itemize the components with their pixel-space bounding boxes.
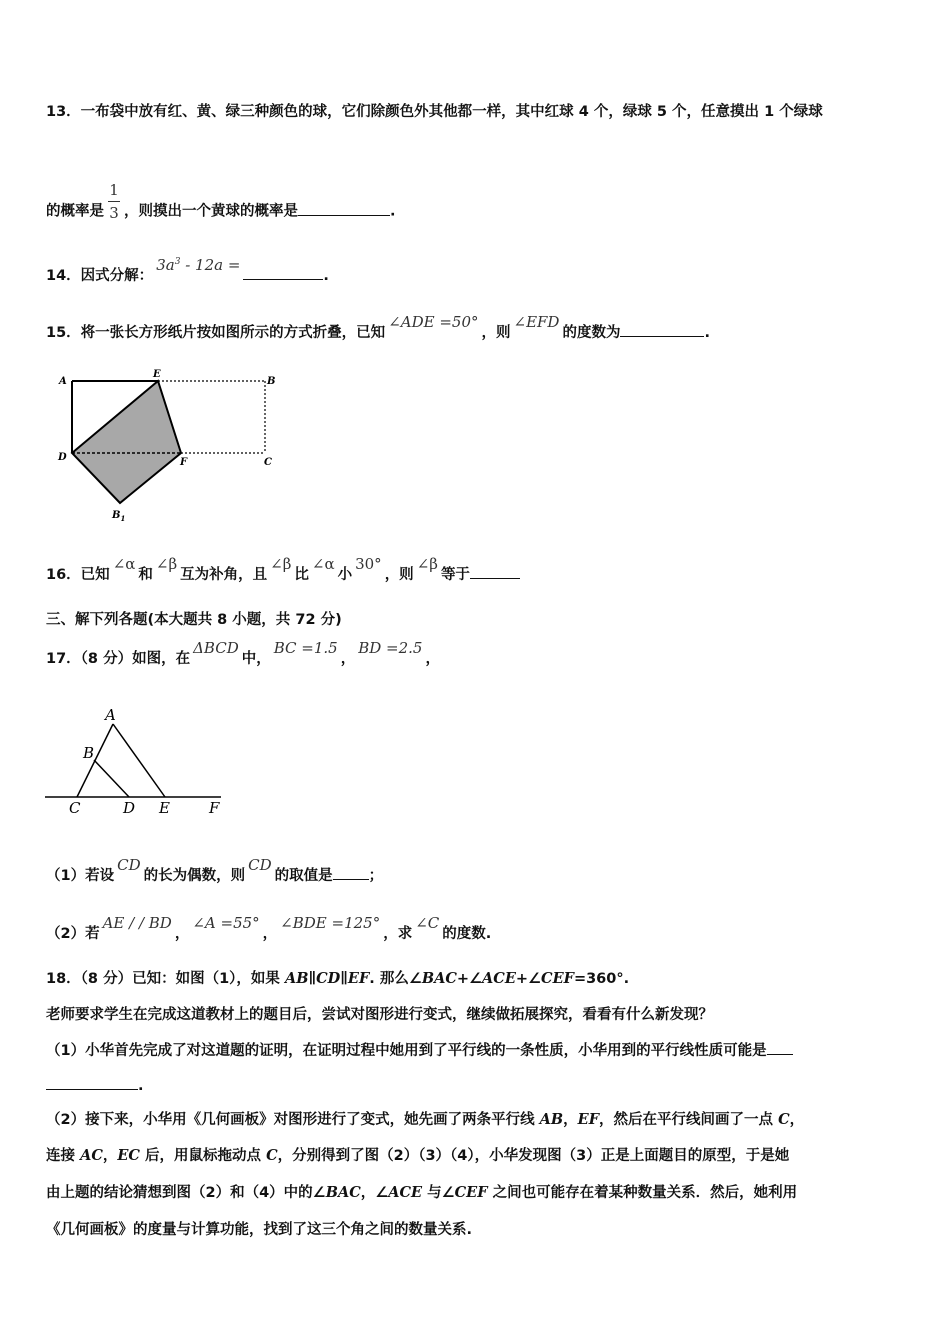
q14-line xyxy=(46,256,329,286)
q16-ze: ，则 xyxy=(384,567,414,583)
q17-p2-angle-c: ∠C xyxy=(415,914,440,932)
q18-line6: 连接 AC，EC 后，用鼠标拖动点 C，分别得到了图（2）（3）（4），小华发现图（3）正是上面题目的原型，于是她 xyxy=(46,1147,790,1164)
q17-label-D: D xyxy=(123,799,136,817)
q18-p1-blank-a[interactable] xyxy=(767,1040,793,1055)
q15-end: . xyxy=(704,325,710,341)
q13-suffix: ，则摸出一个黄球的概率是 xyxy=(124,203,298,220)
q17-label-E: E xyxy=(159,799,170,817)
q14-label: 14．因式分解： xyxy=(46,268,154,284)
q17-bd: BD =2.5 xyxy=(358,639,423,657)
q16-degree: 30° xyxy=(355,555,382,573)
q13-prefix: 的概率是 xyxy=(46,203,104,220)
q17-bc: BC =1.5 xyxy=(273,639,338,657)
q15-label-F: F xyxy=(180,457,188,468)
q17-part2 xyxy=(46,914,492,944)
q17-p2-c2: ， xyxy=(262,926,278,942)
q16-label: 16．已知 xyxy=(46,567,110,583)
q16-alpha-1: ∠α xyxy=(112,555,136,573)
q17-figure xyxy=(45,700,235,820)
q16-alpha-2: ∠α xyxy=(311,555,335,573)
q17-p2-angle-a: ∠A =55° xyxy=(192,914,260,932)
q18-line3: （1）小华首先完成了对这道题的证明，在证明过程中她用到了平行线的一条性质，小华用到的平行线性质可能是 xyxy=(46,1040,793,1061)
q15-label-C: C xyxy=(264,457,272,468)
q14-expression: $3a^3 - 12a$ = xyxy=(156,256,241,274)
q13-end: . xyxy=(390,203,396,220)
q15-suffix: 的度数为 xyxy=(562,325,621,341)
q18-line1: 18．（8 分）已知：如图（1），如果 AB∥CD∥EF. 那么∠BAC+∠ACE+∠CEF=360°. xyxy=(46,970,630,987)
q16-answer-blank[interactable] xyxy=(470,564,520,579)
q17-p1-answer-blank[interactable] xyxy=(333,865,369,880)
q13-line2 xyxy=(46,181,396,233)
q17-p1-label: （1）若设 xyxy=(46,868,115,884)
q15-label-E: E xyxy=(153,369,161,380)
q17-comma2: ， xyxy=(425,651,440,667)
q13-frac-den: 3 xyxy=(109,204,119,222)
q16-beta-1: ∠β xyxy=(155,555,178,573)
q18-line5: （2）接下来，小华用《几何画板》对图形进行了变式，她先画了两条平行线 AB，EF，然后在平行线间画了一点 C， xyxy=(46,1111,805,1128)
q15-target-angle: ∠EFD xyxy=(513,313,560,331)
q16-xiao: 小 xyxy=(337,567,353,583)
q15-label-A: A xyxy=(59,376,67,387)
q16-and: 和 xyxy=(138,567,153,583)
q16-text1: 互为补角，且 xyxy=(180,567,268,583)
q17-part1 xyxy=(46,856,384,886)
q17-label-B: B xyxy=(83,744,95,762)
q13-line1: 13．一布袋中放有红、黄、绿三种颜色的球，它们除颜色外其他都一样，其中红球 4 个，绿球 5 个，任意摸出 1 个绿球 xyxy=(46,104,823,120)
q17-triangle: ΔBCD xyxy=(193,639,239,657)
q18-line4: . xyxy=(46,1075,144,1096)
q17-label-A: A xyxy=(105,706,116,724)
q17-p2-end: 的度数. xyxy=(442,926,492,942)
q17-comma1: ， xyxy=(340,651,356,667)
q18-p1-blank-b[interactable] xyxy=(46,1075,138,1090)
q17-line xyxy=(46,639,440,669)
q17-label: 17．（8 分）如图，在 xyxy=(46,651,191,667)
q15-line xyxy=(46,313,710,343)
q18-line7: 由上题的结论猜想到图（2）和（4）中的∠BAC，∠ACE 与∠CEF 之间也可能存在着某种数量关系．然后，她利用 xyxy=(46,1184,798,1201)
q13-fraction xyxy=(108,180,120,223)
q16-line xyxy=(46,555,520,585)
q15-mid: ，则 xyxy=(481,325,511,341)
q17-p1-text: 的长为偶数，则 xyxy=(143,868,246,884)
q15-label-B1: $B_1$ xyxy=(112,510,126,523)
q13-answer-blank[interactable] xyxy=(298,201,390,216)
q17-p2-angle-bde: ∠BDE =125° xyxy=(280,914,381,932)
q15-label: 15．将一张长方形纸片按如图所示的方式折叠，已知 xyxy=(46,325,386,341)
q15-label-D: D xyxy=(58,452,67,463)
q17-p1-end: ； xyxy=(368,868,384,884)
q16-dengyu: 等于 xyxy=(440,567,470,583)
q15-condition: ∠ADE =50° xyxy=(388,313,479,331)
q15-figure xyxy=(55,368,285,523)
q17-p2-qiu: ，求 xyxy=(383,926,413,942)
section-3-title: 三、解下列各题(本大题共 8 小题，共 72 分) xyxy=(46,612,342,628)
q13-frac-num: 1 xyxy=(109,181,119,199)
q15-answer-blank[interactable] xyxy=(620,322,704,337)
q16-beta-2: ∠β xyxy=(270,555,292,573)
q18-line2: 老师要求学生在完成这道教材上的题目后，尝试对图形进行变式，继续做拓展探究，看看有什么新发现？ xyxy=(46,1007,713,1023)
q17-label-C: C xyxy=(69,799,81,817)
q17-p2-label: （2）若 xyxy=(46,926,100,942)
q14-answer-blank[interactable] xyxy=(243,265,323,280)
q17-label-F: F xyxy=(209,799,220,817)
q17-p2-c1: ， xyxy=(174,926,190,942)
q17-p1-text2: 的取值是 xyxy=(274,868,333,884)
q14-end: . xyxy=(323,268,329,284)
q15-label-B: B xyxy=(267,376,276,387)
q17-p1-cd: CD xyxy=(117,856,141,874)
q17-p1-cd2: CD xyxy=(248,856,272,874)
q17-p2-ae: AE / / BD xyxy=(102,914,172,932)
q17-zhong: 中， xyxy=(241,651,271,667)
q16-bi: 比 xyxy=(294,567,309,583)
q16-beta-3: ∠β xyxy=(416,555,438,573)
q18-line8: 《几何画板》的度量与计算功能，找到了这三个角之间的数量关系. xyxy=(46,1222,473,1238)
